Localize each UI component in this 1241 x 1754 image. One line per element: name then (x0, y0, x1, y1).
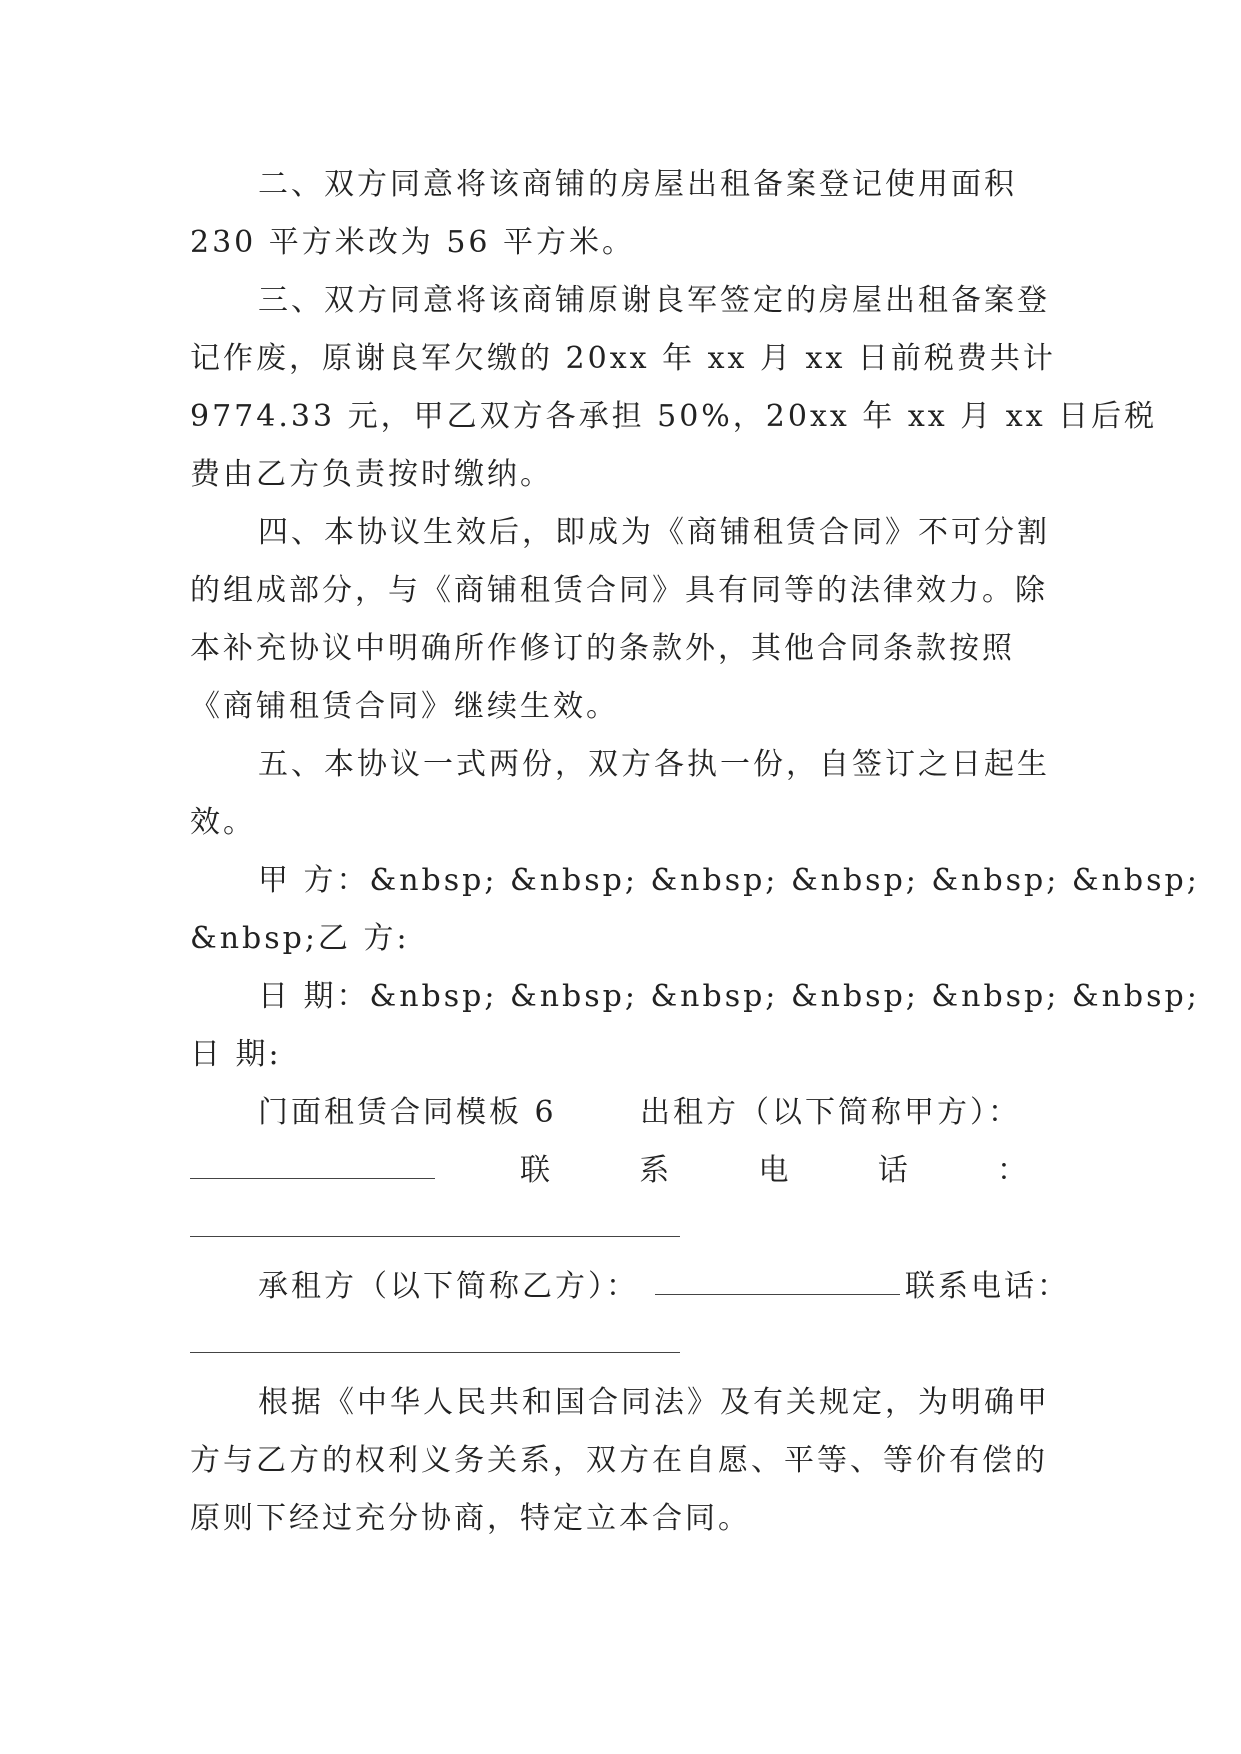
paragraph-5-line-1: 五、本协议一式两份，双方各执一份，自签订之日起生 (258, 747, 1050, 782)
phone-char-5: ： (997, 1153, 1030, 1188)
phone-char-3: 电 (758, 1153, 792, 1188)
paragraph-3-line-4: 费由乙方负责按时缴纳。 (190, 457, 553, 492)
paragraph-4-line-1: 四、本协议生效后，即成为《商铺租赁合同》不可分割 (258, 515, 1050, 550)
phone-char-2: 系 (639, 1153, 673, 1188)
date-signature-line-2: 日 期: (190, 1037, 282, 1072)
lessor-label: 出租方（以下简称甲方）： (640, 1095, 1021, 1130)
phone-char-4: 话 (877, 1153, 911, 1188)
paragraph-3-line-3: 9774.33 元，甲乙双方各承担 50%，20xx 年 xx 月 xx 日后税 (190, 399, 1158, 434)
lessor-phone-blank (190, 1236, 680, 1237)
intro-line-1: 根据《中华人民共和国合同法》及有关规定，为明确甲 (258, 1385, 1050, 1420)
lessee-phone-label: 联系电话： (905, 1269, 1070, 1304)
paragraph-2-line-2: 230 平方米改为 56 平方米。 (190, 225, 636, 260)
paragraph-4-line-2: 的组成部分，与《商铺租赁合同》具有同等的法律效力。除 (190, 573, 1048, 608)
lessee-label: 承租方（以下简称乙方）： (258, 1269, 639, 1304)
intro-line-2: 方与乙方的权利义务关系，双方在自愿、平等、等价有偿的 (190, 1443, 1048, 1478)
template-heading: 门面租赁合同模板 6 (258, 1095, 557, 1130)
phone-char-1: 联 (520, 1153, 553, 1188)
lessor-phone-label (520, 1151, 1030, 1191)
date-signature-line-1: 日 期：&nbsp; &nbsp; &nbsp; &nbsp; &nbsp; &nbsp; (258, 979, 1200, 1014)
lessee-name-blank (655, 1294, 900, 1295)
party-signature-line-1: 甲 方：&nbsp; &nbsp; &nbsp; &nbsp; &nbsp; &nbsp; (258, 863, 1200, 898)
paragraph-4-line-3: 本补充协议中明确所作修订的条款外，其他合同条款按照 (190, 631, 1015, 666)
party-signature-line-2: &nbsp;乙 方: (190, 921, 410, 956)
paragraph-3-line-2: 记作废，原谢良军欠缴的 20xx 年 xx 月 xx 日前税费共计 (190, 341, 1056, 376)
lessee-phone-blank (190, 1352, 680, 1353)
lessor-name-blank (190, 1178, 435, 1179)
paragraph-5-line-2: 效。 (190, 805, 256, 840)
paragraph-4-line-4: 《商铺租赁合同》继续生效。 (190, 689, 619, 724)
paragraph-2-line-1: 二、双方同意将该商铺的房屋出租备案登记使用面积 (258, 167, 1017, 202)
paragraph-3-line-1: 三、双方同意将该商铺原谢良军签定的房屋出租备案登 (258, 283, 1050, 318)
intro-line-3: 原则下经过充分协商，特定立本合同。 (190, 1501, 751, 1536)
